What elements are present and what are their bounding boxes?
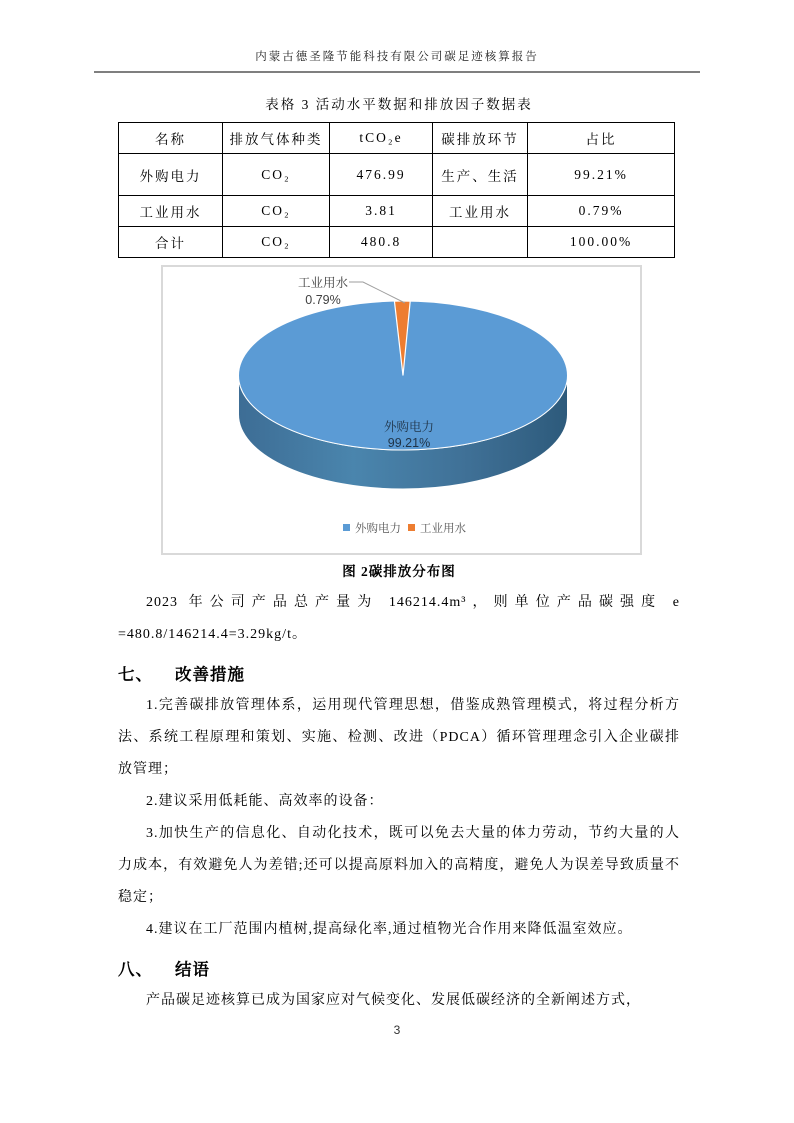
chart-legend — [343, 521, 466, 535]
table-caption: 表格 3 活动水平数据和排放因子数据表 — [265, 97, 533, 112]
figure-caption: 图 2碳排放分布图 — [342, 564, 456, 579]
slice-label-purchased-electricity: 外购电力 — [383, 420, 435, 434]
section-heading-improvement — [118, 661, 680, 685]
page-number: 3 — [393, 1023, 401, 1037]
col-header: tCO₂e — [330, 123, 433, 154]
running-header — [94, 48, 700, 73]
callout-leader-line — [349, 282, 405, 303]
pie-chart — [163, 267, 640, 553]
col-header: 占比 — [528, 123, 675, 154]
carbon-intensity-paragraph — [118, 587, 680, 651]
table-row — [119, 154, 675, 196]
cell: CO₂ — [223, 154, 330, 196]
table-row — [119, 196, 675, 227]
cell: 生产、生活 — [433, 154, 528, 196]
improvement-paragraph-3: 3.加快生产的信息化、自动化技术，既可以免去大量的体力劳动，节约大量的人力成本，有效避免人为差错;还可以提高原料加入的高精度，避免人为误差导致质量不稳定； — [118, 826, 680, 905]
legend-swatch-purchased-electricity — [343, 524, 350, 531]
section-title: 改善措施 — [175, 665, 245, 684]
section-title: 结语 — [175, 960, 210, 979]
col-header: 名称 — [119, 123, 223, 154]
cell: 工业用水 — [119, 196, 223, 227]
table-header-row — [119, 123, 675, 154]
cell: 外购电力 — [119, 154, 223, 196]
cell: 480.8 — [330, 227, 433, 258]
cell — [433, 227, 528, 258]
conclusion-paragraph-1: 产品碳足迹核算已成为国家应对气候变化、发展低碳经济的全新阐述方式， — [146, 993, 641, 1008]
legend-label-industrial-water: 工业用水 — [420, 523, 466, 535]
improvement-paragraph-1: 1.完善碳排放管理体系，运用现代管理思想，借鉴成熟管理模式，将过程分析方法、系统工程原理和策划、实施、检测、改进（PDCA）循环管理理念引入企业碳排放管理； — [118, 698, 680, 777]
legend-swatch-industrial-water — [408, 524, 415, 531]
cell: CO₂ — [223, 196, 330, 227]
col-header: 碳排放环节 — [433, 123, 528, 154]
cell: 合计 — [119, 227, 223, 258]
section-heading-conclusion — [118, 956, 680, 980]
improvement-paragraph-2: 2.建议采用低耗能、高效率的设备： — [146, 794, 384, 809]
cell: 476.99 — [330, 154, 433, 196]
section-number: 八、 — [118, 960, 153, 979]
cell: 3.81 — [330, 196, 433, 227]
cell: 100.00% — [528, 227, 675, 258]
emission-data-table — [118, 122, 675, 258]
cell: 99.21% — [528, 154, 675, 196]
report-title: 内蒙古德圣隆节能科技有限公司碳足迹核算报告 — [255, 51, 539, 63]
legend-label-purchased-electricity: 外购电力 — [355, 523, 401, 535]
pie-chart-frame — [161, 265, 642, 555]
section-number: 七、 — [118, 665, 153, 684]
cell: CO₂ — [223, 227, 330, 258]
table-row — [119, 227, 675, 258]
cell: 工业用水 — [433, 196, 528, 227]
col-header: 排放气体种类 — [223, 123, 330, 154]
slice-label-industrial-water: 工业用水 — [297, 276, 349, 290]
intro-line-1: 2023 年公司产品总产量为 146214.4m³，则单位产品碳强度 e — [146, 595, 680, 610]
improvement-paragraph-4: 4.建议在工厂范围内植树,提高绿化率,通过植物光合作用来降低温室效应。 — [146, 922, 633, 937]
slice-value-purchased-electricity: 99.21% — [387, 436, 431, 450]
slice-value-industrial-water: 0.79% — [305, 293, 341, 307]
intro-line-2: =480.8/146214.4=3.29kg/t。 — [118, 627, 307, 642]
cell: 0.79% — [528, 196, 675, 227]
